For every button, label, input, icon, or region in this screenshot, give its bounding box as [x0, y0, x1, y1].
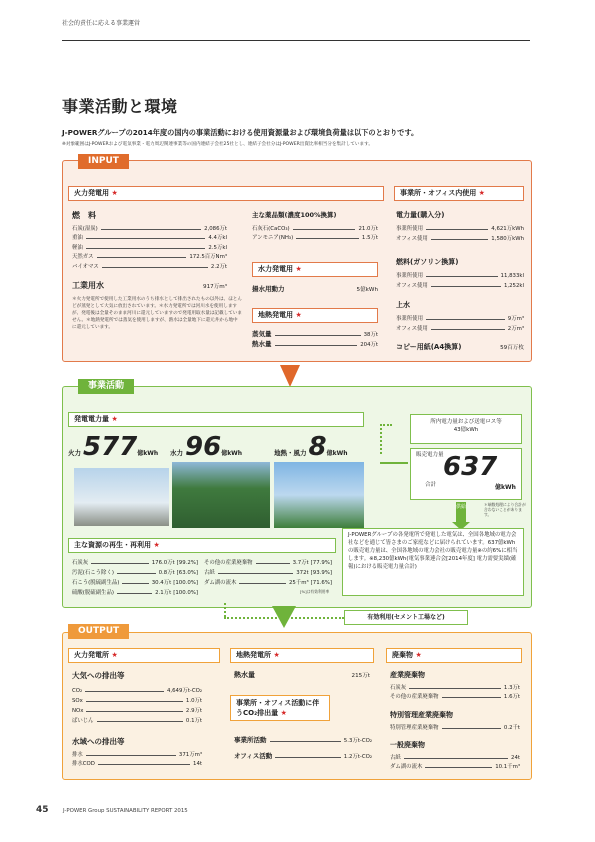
row-rate: [71.6%]: [310, 580, 332, 586]
office-input-heading: [394, 186, 524, 201]
row-label: 石炭灰: [72, 560, 89, 566]
data-row: [396, 279, 524, 289]
data-row: [72, 684, 202, 694]
recycle-right-list: [204, 556, 332, 586]
data-row: [204, 556, 332, 566]
lead-text: J-POWERグループの2014年度の国内の事業活動における使用資源量および環境負荷量は以下のとおりです。: [62, 128, 419, 137]
office-water-list: [396, 312, 524, 332]
general-waste-title: 一般廃棄物: [390, 741, 425, 749]
row-value: 30.4万t: [151, 580, 172, 586]
star-icon: ★: [478, 189, 485, 197]
data-row: [72, 758, 202, 767]
hydro-dam-photo: [172, 462, 270, 528]
data-row: [396, 222, 524, 232]
data-row: [396, 269, 524, 279]
office-output-list: [234, 728, 372, 760]
geo-output-title: 地熱発電所: [236, 651, 271, 659]
effective-connector: [224, 603, 226, 617]
recycle-note: [%]は有効利用率: [300, 589, 330, 594]
water-emission-list: [72, 749, 202, 767]
star-icon: ★: [111, 415, 118, 423]
row-leader: [218, 573, 293, 574]
data-row: [72, 586, 198, 596]
row-label: 石炭灰: [390, 685, 407, 691]
input-tag: INPUT: [78, 154, 129, 169]
data-row: [396, 312, 524, 322]
copy-paper-label: コピー用紙(A4換算): [396, 343, 462, 351]
star-icon: ★: [273, 651, 280, 659]
row-leader: [442, 728, 501, 729]
row-value: 9万m³: [507, 316, 524, 322]
pumping-power-value: 5億kWh: [356, 287, 378, 293]
row-value: 38万t: [363, 332, 378, 338]
row-rate: [77.9%]: [310, 560, 332, 566]
header-rule: [62, 40, 530, 41]
thermal-plant-photo: [74, 468, 169, 526]
industrial-waste-list: [390, 682, 520, 700]
data-row: [234, 744, 372, 760]
hydro-input-title: 水力発電用: [258, 265, 293, 273]
row-value: 204万t: [360, 342, 378, 348]
row-leader: [122, 583, 148, 584]
data-row: [72, 241, 227, 251]
star-icon: ★: [111, 189, 118, 197]
office-fuel-list: [396, 269, 524, 289]
row-label: 排水: [72, 752, 83, 758]
loss-connector: [380, 424, 392, 454]
row-leader: [239, 583, 286, 584]
row-value: 0.2千t: [503, 725, 520, 731]
row-value: 2.1万t: [155, 590, 172, 596]
row-value: 2万m³: [507, 326, 524, 332]
row-leader: [404, 758, 508, 759]
row-value: 176.0万t: [151, 560, 175, 566]
generation-unit: 億kWh: [137, 450, 159, 457]
row-leader: [86, 701, 183, 702]
generation-source: 火力: [68, 449, 81, 457]
star-icon: ★: [153, 541, 160, 549]
row-leader: [296, 238, 359, 239]
row-label: 軽油: [72, 244, 83, 251]
row-leader: [86, 711, 182, 712]
row-label: オフィス使用: [396, 283, 428, 289]
row-label: その他の産業廃棄物: [390, 694, 439, 700]
data-row: [72, 576, 198, 586]
row-label: 石こう(脱硫副生品): [72, 580, 120, 586]
row-leader: [86, 248, 206, 249]
row-leader: [102, 267, 208, 268]
geo-input-list: [252, 328, 378, 348]
row-leader: [431, 329, 505, 330]
star-icon: ★: [295, 265, 302, 273]
row-value: 14t: [193, 761, 202, 767]
data-row: [72, 694, 202, 704]
row-value: 2.9万t: [185, 708, 202, 714]
water-emission-title: 水域への排出等: [72, 737, 125, 746]
row-leader: [275, 757, 341, 758]
row-leader: [431, 286, 501, 287]
row-leader: [426, 229, 488, 230]
data-row: [396, 232, 524, 242]
row-label: 蒸気量: [252, 330, 272, 338]
general-waste-list: [390, 752, 520, 770]
data-row: [204, 566, 332, 576]
star-icon: ★: [415, 651, 422, 659]
row-rate: [100.0%]: [173, 580, 198, 586]
loss-title: 所内電力量および送電ロス等: [430, 419, 502, 425]
industrial-waste-title: 産業廃棄物: [390, 671, 425, 679]
thermal-input-heading: [68, 186, 384, 201]
recycle-title: 主な資源の再生・再利用: [74, 541, 151, 549]
data-row: [390, 691, 520, 700]
geo-output-label: 熱水量: [234, 671, 255, 679]
row-leader: [275, 335, 361, 336]
special-waste-list: [390, 722, 520, 731]
row-label: 天然ガス: [72, 254, 94, 260]
page-number: 45: [36, 805, 49, 815]
hydro-input-heading: [252, 262, 378, 277]
thermal-output-heading: [68, 648, 220, 663]
row-value: 1.5万t: [361, 235, 378, 241]
chemicals-title: 主な薬品類(濃度100%換算): [252, 211, 337, 219]
row-label: SOx: [72, 698, 83, 704]
chemicals-list: [252, 222, 378, 241]
row-label: オフィス活動: [234, 752, 273, 760]
row-leader: [86, 755, 176, 756]
row-label: CO₂: [72, 688, 83, 694]
row-value: 3.7万t: [292, 560, 309, 566]
output-tag: OUTPUT: [68, 624, 129, 639]
row-leader: [431, 239, 489, 240]
row-value: 4.4万kl: [208, 235, 227, 241]
row-value: 4,621万kWh: [491, 226, 524, 232]
geo-input-title: 地熱発電用: [258, 311, 293, 319]
row-label: 重油: [72, 235, 83, 241]
data-row: [72, 714, 202, 724]
geothermal-wind-photo: [274, 462, 364, 528]
copy-paper-value: 59百万枚: [500, 345, 524, 351]
thermal-notes: ＊火力発電所で使用した工業用水のうち排水として排出されたもの以外は、ほとんどが蒸発として大気に放出されています。＊水力発電所では河川水を使用しますが、発電後は全量そのまま河川に還元していますので発電用取水量は記載していません。＊地熱発電所では蒸気を使用しますが、熱水は全量地下に還元井から地中に還元しています。: [72, 297, 242, 330]
row-leader: [101, 229, 201, 230]
data-row: [390, 761, 520, 770]
industrial-water-title: 工業用水: [72, 281, 104, 290]
loss-box: [410, 414, 522, 444]
row-value: 1,580万kWh: [491, 236, 524, 242]
row-rate: [93.9%]: [310, 570, 332, 576]
sales-value: 637: [443, 452, 498, 482]
fuel-title: 燃 料: [72, 211, 96, 220]
star-icon: ★: [280, 709, 287, 717]
row-label: 古紙: [204, 570, 215, 576]
row-leader: [85, 691, 164, 692]
data-row: [390, 752, 520, 761]
generation-item: [68, 432, 158, 462]
row-value: 4,649万t-CO₂: [166, 688, 202, 694]
special-waste-title: 特別管理産業廃棄物: [390, 711, 453, 719]
loss-value: 43億kWh: [453, 427, 479, 433]
generation-unit: 億kWh: [221, 450, 243, 457]
data-row: [252, 222, 378, 232]
row-label: 石炭(湿炭): [72, 225, 98, 232]
row-label: バイオマス: [72, 263, 99, 270]
row-value: 2.5万kl: [208, 244, 227, 251]
sales-total-label: 合計: [425, 482, 437, 488]
effective-use: 有効利用(セメント工場など): [344, 610, 468, 625]
down-arrow-icon: [272, 606, 296, 628]
row-value: 371万m³: [178, 752, 202, 758]
office-power-title: 電力量(購入分): [396, 211, 445, 219]
row-label: 古紙: [390, 755, 401, 761]
row-label: 特別管理産業廃棄物: [390, 725, 439, 731]
star-icon: ★: [295, 311, 302, 319]
data-row: [252, 232, 378, 242]
office-fuel-title: 燃料(ガソリン換算): [396, 258, 459, 266]
sales-unit: 億kWh: [495, 484, 516, 491]
row-leader: [256, 563, 290, 564]
row-leader: [86, 238, 206, 239]
running-header: 社会的責任に応える事業運営: [62, 20, 141, 27]
generation-source: 地熱・風力: [274, 449, 307, 457]
waste-title: 廃棄物: [392, 651, 413, 659]
office-water-title: 上水: [396, 301, 410, 309]
row-label: 事業所使用: [396, 316, 423, 322]
generation-source: 水力: [170, 449, 183, 457]
row-value: 21.0万t: [358, 225, 378, 232]
geo-output-value: 215万t: [351, 673, 370, 679]
row-value: 2,086万t: [204, 225, 227, 232]
data-row: [252, 338, 378, 348]
row-leader: [117, 573, 156, 574]
row-label: 事業所活動: [234, 736, 267, 744]
generation-value: 96: [185, 432, 222, 462]
row-value: 1.3万t: [503, 685, 520, 691]
row-value: 1,252kl: [503, 283, 524, 289]
data-row: [396, 322, 524, 332]
row-label: 事業所使用: [396, 226, 423, 232]
row-leader: [426, 276, 498, 277]
row-label: ダム湖の流木: [204, 580, 237, 586]
row-rate: [99.2%]: [176, 560, 198, 566]
row-label: ばいじん: [72, 718, 94, 724]
sales-box: [410, 448, 522, 500]
row-leader: [97, 257, 187, 258]
data-row: [72, 556, 198, 566]
row-label: ダム湖の流木: [390, 764, 423, 770]
data-row: [204, 576, 332, 586]
office-output-heading: [230, 695, 330, 721]
data-row: [72, 704, 202, 714]
row-label: オフィス使用: [396, 236, 428, 242]
industrial-water-value: 917万m³: [203, 284, 227, 290]
data-row: [234, 728, 372, 744]
row-value: 0.1万t: [185, 718, 202, 724]
row-leader: [425, 767, 492, 768]
data-row: [72, 232, 227, 242]
air-emission-list: [72, 684, 202, 724]
row-label: その他の産業廃棄物: [204, 560, 253, 566]
star-icon: ★: [111, 651, 118, 659]
footer-text: J-POWER Group SUSTAINABILITY REPORT 2015: [63, 808, 188, 814]
row-leader: [409, 688, 501, 689]
row-leader: [91, 563, 149, 564]
sales-note: ＊端数処理により合計が合わないことがあります。: [484, 502, 526, 517]
recycle-heading: [68, 538, 336, 553]
thermal-output-title: 火力発電所: [74, 651, 109, 659]
supply-label: 供給: [456, 502, 466, 524]
data-row: [390, 722, 520, 731]
row-label: アンモニア(NH₃): [252, 235, 294, 241]
generation-item: [170, 432, 242, 462]
row-label: 汚泥(石こう除く): [72, 570, 114, 576]
row-label: 事業所使用: [396, 273, 423, 279]
row-value: 372t: [296, 570, 309, 576]
recycle-left-list: [72, 556, 198, 596]
page-title: 事業活動と環境: [62, 97, 178, 116]
sales-title: 販売電力量: [416, 452, 444, 458]
row-label: オフィス使用: [396, 326, 428, 332]
row-rate: [100.0%]: [173, 590, 198, 596]
row-leader: [270, 741, 341, 742]
row-value: 25千m³: [288, 580, 309, 586]
office-power-list: [396, 222, 524, 242]
row-value: 1.2万t-CO₂: [343, 754, 372, 760]
office-output-title: 事業所・オフィス活動に伴うCO₂排出量: [236, 699, 320, 717]
row-value: 11,833kl: [500, 273, 524, 279]
data-row: [72, 260, 227, 270]
row-value: 10.1千m³: [495, 764, 520, 770]
geo-output-heading: [230, 648, 374, 663]
data-row: [72, 222, 227, 232]
row-value: 1.6万t: [503, 694, 520, 700]
row-leader: [117, 593, 152, 594]
row-value: 172.5百万Nm³: [189, 254, 227, 260]
row-value: 1.0万t: [185, 698, 202, 704]
generation-title: 発電電力量: [74, 415, 109, 423]
thermal-input-title: 火力発電用: [74, 189, 109, 197]
air-emission-title: 大気への排出等: [72, 671, 125, 680]
row-leader: [98, 764, 190, 765]
scope-note: ※対象範囲はJ-POWERおよび電気事業・電力周辺関連事業等の国内連結子会社25社とし、連結子会社分はJ-POWER出資比率相当分を集計しています。: [62, 142, 373, 147]
data-row: [72, 749, 202, 758]
row-value: 2.2万t: [210, 263, 227, 270]
row-label: 熱水量: [252, 340, 272, 348]
data-row: [252, 328, 378, 338]
row-label: 石灰石(CaCO₃): [252, 225, 290, 232]
row-value: 24t: [511, 755, 520, 761]
row-label: NOx: [72, 708, 84, 714]
row-rate: [63.0%]: [176, 570, 198, 576]
office-input-title: 事業所・オフィス内使用: [400, 189, 477, 197]
generation-heading: [68, 412, 364, 427]
row-value: 0.8万t: [158, 570, 175, 576]
row-leader: [426, 319, 505, 320]
row-leader: [442, 697, 501, 698]
generation-unit: 億kWh: [326, 450, 348, 457]
generation-value: 577: [83, 432, 138, 462]
generation-value: 8: [308, 432, 327, 462]
fuel-list: [72, 222, 227, 270]
operation-tag: 事業活動: [78, 379, 134, 394]
sales-connector: [380, 462, 408, 464]
generation-item: [274, 432, 347, 462]
data-row: [390, 682, 520, 691]
row-label: 排水COD: [72, 761, 95, 767]
geo-input-heading: [252, 308, 378, 323]
waste-heading: [386, 648, 522, 663]
row-leader: [275, 345, 358, 346]
row-value: 5.3万t-CO₂: [343, 738, 372, 744]
down-arrow-icon: [280, 365, 300, 387]
row-leader: [293, 229, 356, 230]
supply-text: J-POWERグループの各発電所で発電した電気は、全国各地域の電力会社などを通じて皆さまのご家庭などに届けられています。637億kWhの販売電力量は、全国各地域の電力会社の販売電力量※の約6%に相当します。※8,230億kWh(電気事業連合会[2014年度] 電力需要実績(確報)における販売電力量合計): [342, 528, 524, 596]
row-label: 硫酸(脱硫副生品): [72, 590, 114, 596]
data-row: [72, 251, 227, 261]
pumping-power-label: 揚水用動力: [252, 285, 285, 293]
row-leader: [97, 721, 183, 722]
data-row: [72, 566, 198, 576]
